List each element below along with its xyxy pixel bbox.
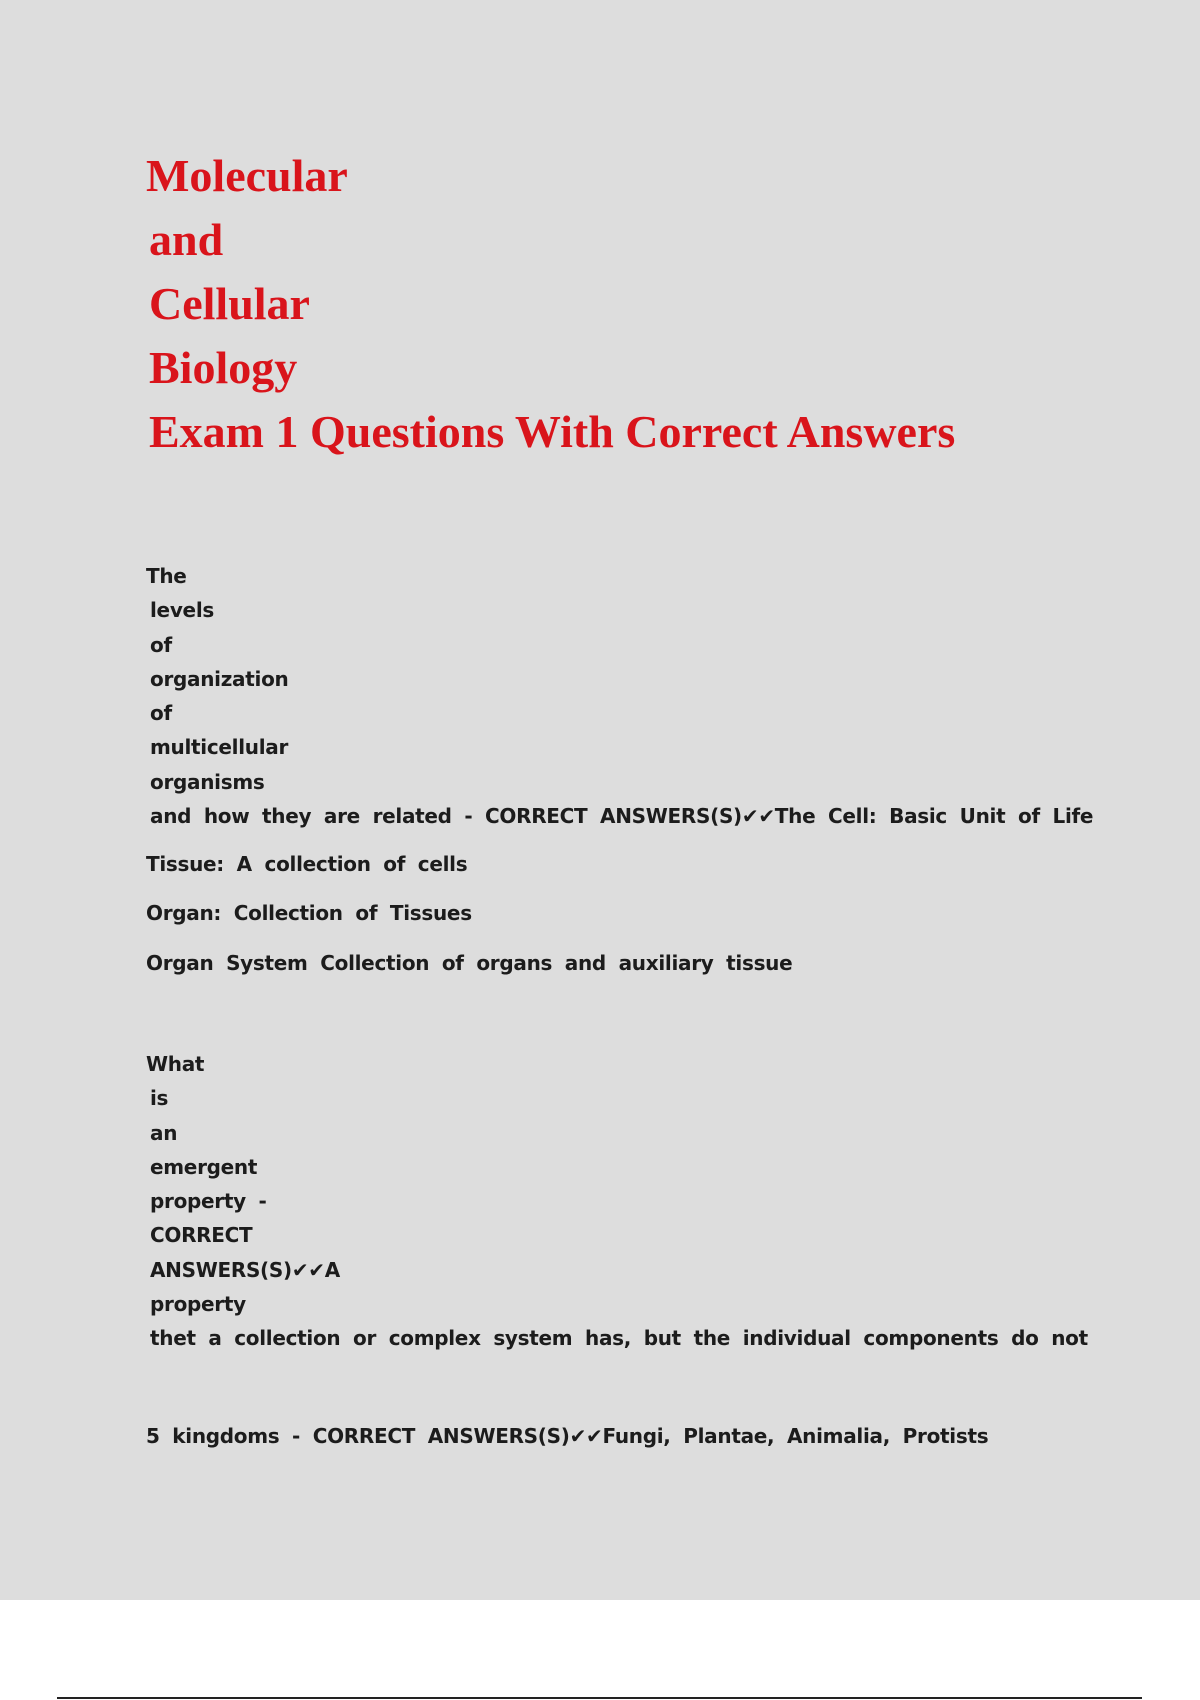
question-line: organization — [150, 666, 289, 691]
answer-line-organ: Organ: Collection of Tissues — [146, 901, 472, 925]
question-levels-of-organization — [146, 559, 1093, 833]
question-line: What — [146, 1052, 205, 1076]
title-line: Molecular — [146, 150, 348, 201]
question-line: multicellular — [150, 735, 289, 760]
question-line: property — [150, 1292, 246, 1317]
question-five-kingdoms: 5 kingdoms - CORRECT ANSWERS(S)✔✔Fungi, Plantae, Animalia, Protists — [146, 1424, 989, 1448]
question-line: ANSWERS(S)✔✔A — [150, 1257, 340, 1282]
question-answer-line: thet a collection or complex system has, but the individual components do not — [150, 1326, 1088, 1351]
footer-divider — [57, 1697, 1142, 1699]
question-line: an — [150, 1120, 178, 1145]
question-line: of — [150, 632, 172, 657]
question-line: is — [150, 1086, 169, 1111]
question-emergent-property — [146, 1047, 1088, 1356]
title-line: Biology — [149, 342, 298, 393]
title-line: and — [149, 214, 224, 265]
answer-line-organ-system: Organ System Collection of organs and auxiliary tissue — [146, 951, 793, 975]
title-line: Exam 1 Questions With Correct Answers — [149, 406, 956, 457]
title-line: Cellular — [149, 278, 310, 329]
document-title — [146, 144, 955, 464]
question-line: The — [146, 564, 187, 588]
question-line: CORRECT — [150, 1223, 253, 1248]
question-line: organisms — [150, 769, 265, 794]
question-line: levels — [150, 598, 214, 623]
question-line: property - — [150, 1189, 267, 1214]
question-answer-line: and how they are related - CORRECT ANSWERS(S)✔✔The Cell: Basic Unit of Life — [150, 804, 1094, 829]
answer-line-tissue: Tissue: A collection of cells — [146, 852, 468, 876]
question-line: emergent — [150, 1154, 258, 1179]
question-line: of — [150, 701, 172, 726]
